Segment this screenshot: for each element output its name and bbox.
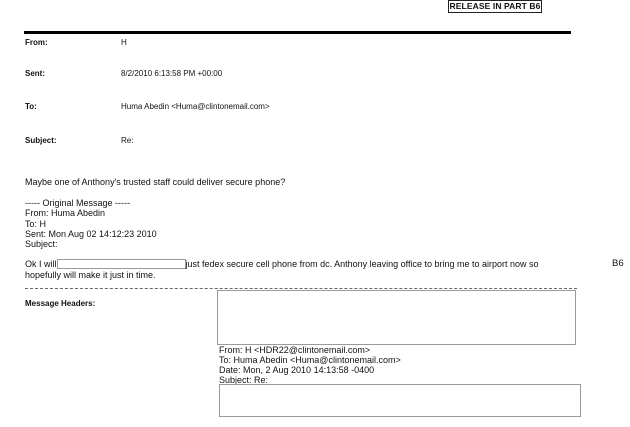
header-redaction-box-top	[217, 290, 576, 345]
msg-header-from: From: H <HDR22@clintonemail.com>	[219, 345, 371, 355]
message-headers-label: Message Headers:	[25, 299, 96, 308]
msg-header-subject: Subject: Re:	[219, 375, 269, 385]
dashed-separator	[25, 288, 577, 289]
subject-value: Re:	[121, 136, 134, 145]
original-subject: Subject:	[25, 239, 58, 249]
original-to: To: H	[25, 219, 47, 229]
redaction-code-b6: B6	[612, 258, 624, 269]
header-redaction-box-bottom	[219, 384, 581, 417]
original-from: From: Huma Abedin	[25, 208, 106, 218]
original-message-marker: ----- Original Message -----	[25, 198, 131, 208]
from-value: H	[121, 38, 127, 47]
inline-redaction-box	[57, 259, 186, 269]
subject-label: Subject:	[25, 136, 57, 145]
to-label: To:	[25, 102, 37, 111]
original-body-line-2: hopefully will make it just in time.	[25, 270, 156, 280]
from-label: From:	[25, 38, 48, 47]
original-body-line-1	[25, 259, 539, 269]
sent-label: Sent:	[25, 69, 45, 78]
sent-value: 8/2/2010 6:13:58 PM +00:00	[121, 69, 223, 78]
header-rule	[24, 31, 571, 34]
release-stamp: RELEASE IN PART B6	[449, 1, 541, 11]
msg-header-to: To: Huma Abedin <Huma@clintonemail.com>	[219, 355, 401, 365]
to-value: Huma Abedin <Huma@clintonemail.com>	[121, 102, 270, 111]
original-body-after: just fedex secure cell phone from dc. Anthony leaving office to bring me to airport now so	[185, 259, 539, 269]
original-sent: Sent: Mon Aug 02 14:12:23 2010	[25, 229, 157, 239]
msg-header-date: Date: Mon, 2 Aug 2010 14:13:58 -0400	[219, 365, 375, 375]
original-body-before: Ok I will	[25, 259, 57, 269]
reply-text: Maybe one of Anthony's trusted staff could deliver secure phone?	[25, 177, 286, 187]
